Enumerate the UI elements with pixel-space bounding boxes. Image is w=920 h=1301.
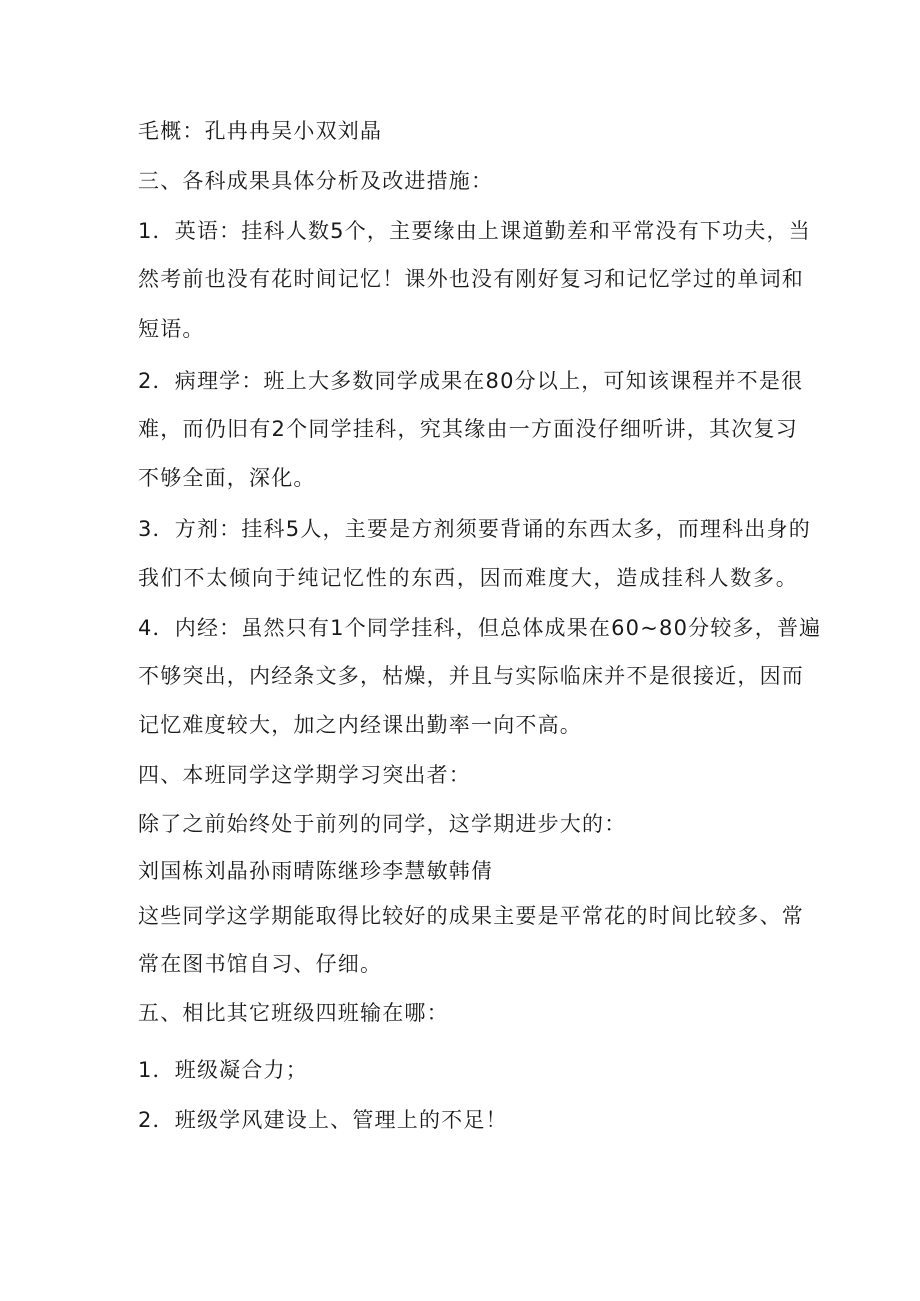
item-1-english-line-3: 短语。 bbox=[138, 317, 205, 341]
item-1-english-line-2: 然考前也没有花时间记忆！课外也没有刚好复习和记忆学过的单词和 bbox=[138, 267, 804, 291]
section-5-heading: 五、相比其它班级四班输在哪： bbox=[138, 1001, 449, 1025]
student-names: 刘国栋刘晶孙雨晴陈继珍李慧敏韩倩 bbox=[138, 859, 494, 883]
item-4-neijing-line-1: 4．内经：虽然只有1个同学挂科，但总体成果在60~80分较多，普遍 bbox=[138, 616, 822, 640]
item-2-pathology-line-2: 难，而仍旧有2个同学挂科，究其缘由一方面没仔细听讲，其次复习 bbox=[138, 417, 798, 441]
progress-reason-line-1: 这些同学这学期能取得比较好的成果主要是平常花的时间比较多、常 bbox=[138, 904, 804, 928]
item-2-pathology-line-1: 2．病理学：班上大多数同学成果在80分以上，可知该课程并不是很 bbox=[138, 369, 804, 393]
item-4-neijing-line-3: 记忆难度较大，加之内经课出勤率一向不高。 bbox=[138, 713, 582, 737]
section-5-item-2: 2．班级学风建设上、管理上的不足！ bbox=[138, 1108, 508, 1132]
item-4-neijing-line-2: 不够突出，内经条文多，枯燥，并且与实际临床并不是很接近，因而 bbox=[138, 664, 804, 688]
item-2-pathology-line-3: 不够全面，深化。 bbox=[138, 466, 316, 490]
item-3-formula-line-1: 3．方剂：挂科5人，主要是方剂须要背诵的东西太多，而理科出身的 bbox=[138, 517, 811, 541]
item-3-formula-line-2: 我们不太倾向于纯记忆性的东西，因而难度大，造成挂科人数多。 bbox=[138, 566, 798, 590]
progress-intro: 除了之前始终处于前列的同学，这学期进步大的： bbox=[138, 812, 627, 836]
section-4-heading: 四、本班同学这学期学习突出者： bbox=[138, 763, 471, 787]
section-3-heading: 三、各科成果具体分析及改进措施： bbox=[138, 169, 494, 193]
mao-gai-line: 毛概：孔冉冉吴小双刘晶 bbox=[138, 119, 383, 143]
section-5-item-1: 1．班级凝合力； bbox=[138, 1058, 308, 1082]
item-1-english-line-1: 1．英语：挂科人数5个，主要缘由上课道勤差和平常没有下功夫，当 bbox=[138, 219, 811, 243]
progress-reason-line-2: 常在图书馆自习、仔细。 bbox=[138, 952, 383, 976]
